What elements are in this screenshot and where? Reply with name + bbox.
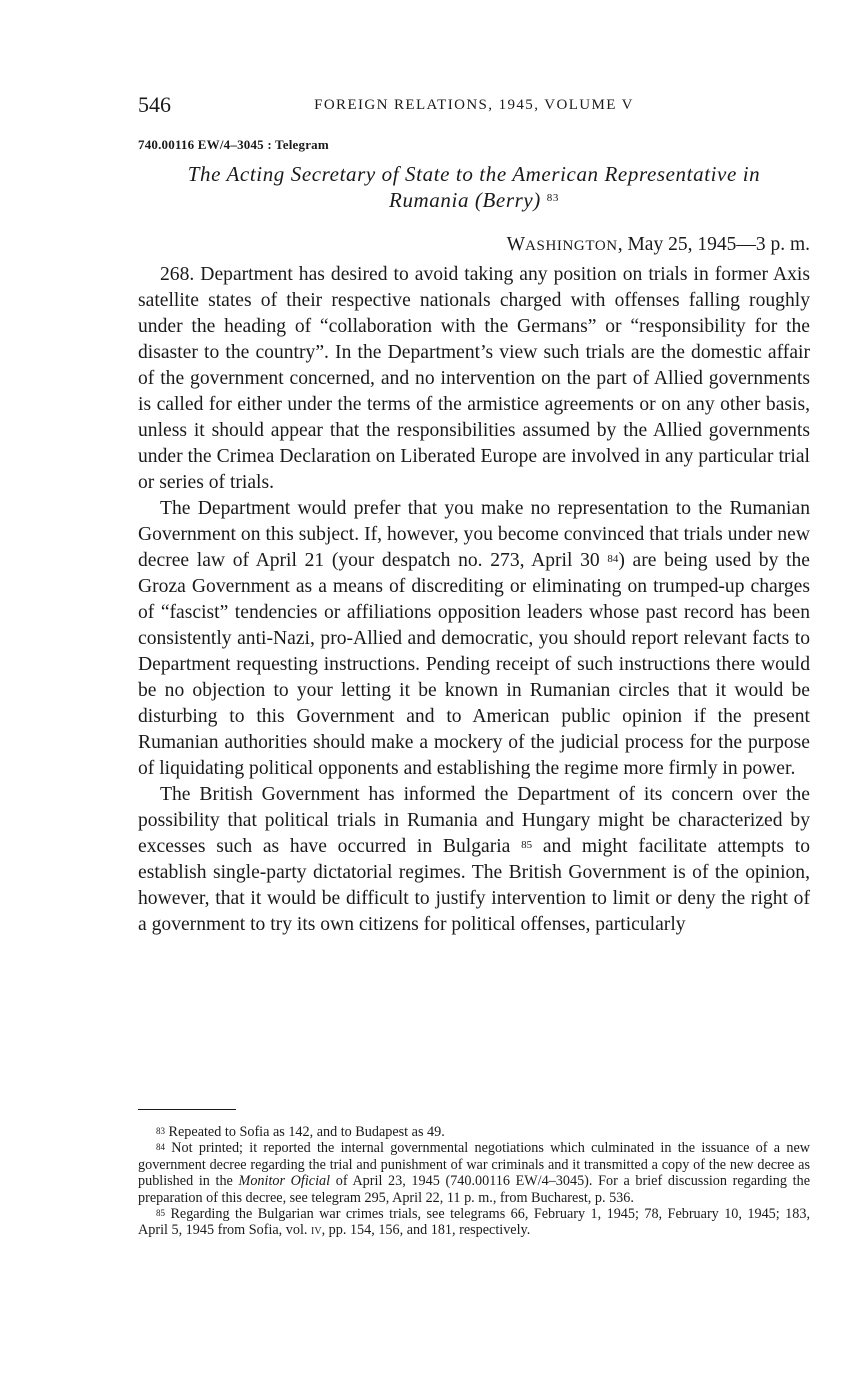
footnote-85-mark: 85 [156, 1208, 165, 1219]
footnote-84 [138, 1140, 810, 1206]
footnote-85 [138, 1206, 810, 1239]
document-title-line-2 [138, 187, 810, 213]
footnote-85-text-b: , pp. 154, 156, and 181, respectively. [321, 1222, 531, 1239]
dateline-place: ASHINGTON [525, 238, 618, 254]
footnote-83-mark: 83 [156, 1126, 165, 1136]
footnote-84-publication: Monitor Oficial [238, 1173, 331, 1190]
footnote-ref-85: 85 [521, 839, 533, 851]
dateline-initial: W [506, 234, 526, 255]
footnote-ref-83: 83 [546, 192, 559, 204]
footnote-85-volume: iv [311, 1222, 322, 1239]
paragraph-1: 268. Department has desired to avoid taking any position on trials in former Axis satellite states of their respective nationals charged with offenses falling roughly under the heading of “collaboration with the Germans” or “responsibility for the disaster to the country”. In the Department’s view such trials are the domestic affair of the government concerned, and no intervention on the part of Allied governments is called for either under the terms of the armistice agreements or on any other basis, unless it should appear that the responsibilities assumed by the Allied governments under the Crimea Declaration on Liberated Europe are involved in any particular trial or series of trials. [138, 264, 810, 493]
paragraph-3-text-a: The British Government has informed the Department of its concern over the possibility that political trials in Rumania and Hungary might be characterized by excesses such as have occurred in Bulgaria [138, 784, 810, 857]
footnote-83 [138, 1124, 810, 1140]
paragraph-2 [138, 496, 810, 782]
footnotes [138, 1124, 810, 1239]
dateline-date: , May 25, 1945—3 p. m. [617, 234, 810, 255]
footnote-85-text-a: Regarding the Bulgarian war crimes trials, see telegrams 66, February 1, 1945; 78, February 10, 1945; 183, April 5, 1945 from Sofia, vol. [138, 1206, 810, 1239]
footnote-84-text-a: Not printed; it reported the internal governmental negotiations which culminated in the issuance of a new government decree regarding the trial and punishment of war criminals and it transmitted a copy of the new decree as published in the [138, 1140, 810, 1190]
dateline [507, 234, 810, 256]
paragraph-2-text-a: The Department would prefer that you make no representation to the Rumanian Government on this subject. If, however, you become convinced that trials under new decree law of April 21 (your despatch no. 273, April 30 [138, 498, 810, 571]
footnote-84-mark: 84 [156, 1142, 165, 1153]
telegram-body [138, 262, 810, 938]
footnote-84-text-b: of April 23, 1945 (740.00116 EW/4–3045). For a brief discussion regarding the preparation of this decree, see telegram 295, April 22, 11 p. m., from Bucharest, p. 536. [138, 1173, 810, 1206]
footnote-83-text: Repeated to Sofia as 142, and to Budapest as 49. [165, 1124, 445, 1140]
file-reference: 740.00116 EW/4–3045 : Telegram [138, 137, 329, 152]
document-title [138, 161, 810, 213]
footnote-ref-84: 84 [607, 553, 619, 565]
document-title-line-1: The Acting Secretary of State to the American Representative in [187, 162, 761, 186]
book-page [138, 0, 810, 1379]
paragraph-3 [138, 782, 810, 938]
document-title-recipient: Rumania (Berry) [389, 188, 541, 212]
paragraph-2-text-b: ) are being used by the Groza Government as a means of discrediting or eliminating on trumped-up charges of “fascist” tendencies or affiliations opposition leaders whose past record has been consistently anti-Nazi, pro-Allied and democratic, you should report relevant facts to Department requesting instructions. Pending receipt of such instructions there would be no objection to your letting it be known in Rumanian circles that it would be disturbing to this Government and to American public opinion if the present Rumanian authorities should make a mockery of the judicial process for the purpose of liquidating political opponents and establishing the regime more firmly in power. [138, 550, 810, 779]
running-title: FOREIGN RELATIONS, 1945, VOLUME V [314, 97, 634, 113]
running-header [138, 92, 810, 120]
page-number: 546 [138, 92, 171, 117]
footnote-divider [138, 1109, 236, 1110]
paragraph-3-text-b: and might facilitate attempts to establish single-party dictatorial regimes. The British Government is of the opinion, however, that it would be difficult to justify intervention to limit or deny the right of a government to try its own citizens for political offenses, particularly [138, 836, 810, 935]
